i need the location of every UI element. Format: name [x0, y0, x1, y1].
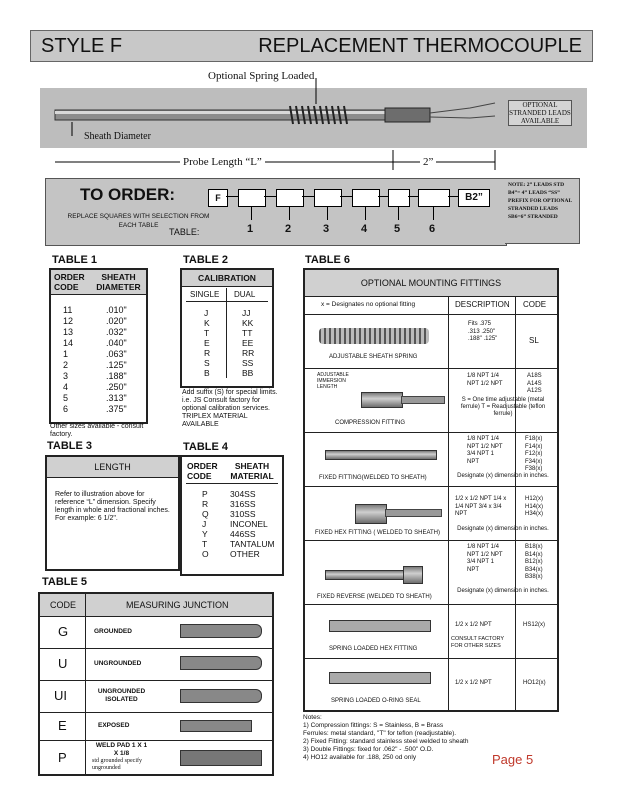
junction-grounded-illustration	[180, 624, 262, 638]
table4-h1: ORDER CODE	[187, 461, 218, 481]
table5	[38, 592, 274, 776]
order-box-3[interactable]	[314, 189, 342, 207]
table6-title: TABLE 6	[305, 254, 351, 266]
table2-head: CALIBRATION	[182, 270, 272, 287]
fitting-note-reverse: Designate (x) dimension in inches.	[457, 588, 549, 594]
order-num-4: 4	[361, 223, 368, 235]
probe-diagram	[0, 0, 621, 180]
table6	[303, 268, 559, 712]
table6-h-code: CODE	[523, 300, 547, 309]
fitting-code-fixed: F18(x) F14(x) F12(x) F34(x) F38(x)	[525, 436, 543, 472]
fitting-code-oring: HO12(x)	[523, 680, 546, 686]
table5-h2: MEASURING JUNCTION	[126, 600, 229, 610]
junction-exposed-illustration	[180, 720, 252, 732]
fitting-label-spring: ADJUSTABLE SHEATH SPRING	[329, 354, 418, 360]
table3-title: TABLE 3	[47, 440, 93, 452]
junction-desc-e: EXPOSED	[98, 722, 130, 729]
fitting-label-fixed: FIXED FITTING(WELDED TO SHEATH)	[319, 475, 427, 481]
reverse-fitting-photo	[325, 570, 405, 580]
hex-fitting-photo	[355, 504, 387, 524]
junction-desc-p: WELD PAD 1 X 1 X 1/8	[95, 742, 148, 757]
fitting-code-spring: SL	[529, 336, 539, 345]
fitting-code-reverse: B18(x) B14(x) B12(x) B34(x) B38(x)	[525, 544, 543, 580]
order-box-2[interactable]	[276, 189, 304, 207]
order-box-1[interactable]	[238, 189, 266, 207]
table1	[49, 268, 148, 424]
junction-weldpad-illustration	[180, 750, 262, 766]
order-instruction: REPLACE SQUARES WITH SELECTION FROM EACH TABLE	[67, 213, 210, 229]
junction-desc-ui: UNGROUNDED ISOLATED	[97, 688, 146, 703]
table1-h1: ORDER CODE	[54, 272, 85, 292]
table5-h1: CODE	[50, 600, 77, 610]
junction-extra-p: std grounded specify ungrounded	[92, 758, 142, 771]
order-num-5: 5	[394, 223, 401, 235]
table5-title: TABLE 5	[42, 576, 88, 588]
fitting-desc-fixed: 1/8 NPT 1/4 NPT 1/2 NPT 3/4 NPT 1 NPT	[467, 436, 503, 465]
table2-dual: JJ KK TT EE RR SS BB	[242, 308, 255, 378]
junction-code-ui: UI	[54, 688, 67, 703]
fitting-sub-compression: ADJUSTABLE IMMERSION LENGTH	[317, 372, 349, 390]
fitting-note-hex: Designate (x) dimension in inches.	[457, 526, 549, 532]
order-num-1: 1	[247, 223, 254, 235]
table1-h2: SHEATH DIAMETER	[96, 272, 141, 292]
table2-h1: SINGLE	[190, 290, 220, 299]
order-box-6[interactable]	[418, 189, 450, 207]
table1-note: Other sizes available - consult factory.	[50, 423, 144, 438]
fitting-note-fixed: Designate (x) dimension in inches.	[457, 473, 549, 479]
table6-head: OPTIONAL MOUNTING FITTINGS	[305, 270, 557, 297]
fitting-label-oring: SPRING LOADED O-RING SEAL	[331, 698, 421, 704]
style-label: STYLE F	[41, 35, 123, 57]
fitting-desc-reverse: 1/8 NPT 1/4 NPT 1/2 NPT 3/4 NPT 1 NPT	[467, 544, 503, 573]
order-box-4[interactable]	[352, 189, 380, 207]
two-inch-label: 2”	[420, 156, 436, 168]
table4-materials: 304SS 316SS 310SS INCONEL 446SS TANTALUM OTHER	[230, 489, 275, 559]
table3-head: LENGTH	[47, 457, 178, 478]
order-num-3: 3	[323, 223, 330, 235]
fitting-note-spring-hex: CONSULT FACTORY FOR OTHER SIZES	[451, 636, 504, 649]
sheath-label: Sheath Diameter	[84, 131, 151, 142]
table2-single: J K T E R S B	[204, 308, 211, 378]
probe-length-label: Probe Length “L”	[180, 156, 265, 168]
junction-code-u: U	[58, 656, 68, 671]
table3	[45, 455, 180, 571]
fitting-desc-compression: 1/8 NPT 1/4 NPT 1/2 NPT	[467, 373, 503, 387]
table6-x-note: x = Designates no optional fitting	[321, 301, 416, 308]
oring-drawing	[329, 672, 431, 684]
spring-photo	[319, 328, 429, 344]
junction-code-e: E	[58, 718, 67, 733]
table-label: TABLE:	[169, 227, 200, 237]
fitting-desc-spring-hex: 1/2 x 1/2 NPT	[455, 622, 492, 628]
fitting-label-compression: COMPRESSION FITTING	[335, 420, 406, 426]
spring-hex-drawing	[329, 620, 431, 632]
fitting-code-spring-hex: HS12(x)	[523, 622, 546, 628]
table2	[180, 268, 274, 388]
stranded-note: OPTIONAL STRANDED LEADS AVAILABLE	[509, 101, 571, 125]
fixed-fitting-photo	[325, 450, 437, 460]
fitting-code-compression: A18S A14S A12S	[527, 373, 542, 394]
page-title: REPLACEMENT THERMOCOUPLE	[258, 35, 582, 57]
table1-title: TABLE 1	[52, 254, 98, 266]
order-box-prefix: F	[208, 189, 228, 207]
table1-codes: 11 12 13 14 1 2 3 4 5 6	[63, 305, 74, 414]
junction-ungrounded-illustration	[180, 656, 262, 670]
order-num-6: 6	[429, 223, 436, 235]
order-panel	[45, 178, 507, 246]
junction-code-p: P	[58, 750, 67, 765]
table4-h2: SHEATH MATERIAL	[230, 461, 274, 481]
table4-codes: P R Q J Y T O	[202, 489, 209, 559]
table2-h2: DUAL	[234, 290, 256, 299]
spring-label: Optional Spring Loaded	[208, 70, 315, 82]
table6-notes: Notes: 1) Compression fittings: S = Stainless, B = Brass Ferrules: metal standard, "T" for teflon (readjustable). 2) Fixed Fitting: standard stainless steel welded to sheath 3) Double Fittings: fixed for .062" - .500" O.D. 4) HO12 available for .188, 250 od only	[303, 714, 469, 761]
table4-title: TABLE 4	[183, 441, 229, 453]
compression-photo	[361, 392, 403, 408]
order-note: NOTE: 2” LEADS STD B4”= 4” LEADS “SS” PREFIX FOR OPTIONAL STRANDED LEADS SB6=6” STRANDED	[505, 178, 580, 244]
fitting-label-spring-hex: SPRING LOADED HEX FITTING	[329, 646, 418, 652]
fitting-label-reverse: FIXED REVERSE (WELDED TO SHEATH)	[317, 594, 432, 600]
junction-code-g: G	[58, 624, 69, 639]
table4	[180, 455, 284, 576]
table3-text: Refer to illustration above for reference “L” dimension. Specify length in whole and fractional inches. For example: 6 1/2".	[55, 491, 170, 522]
junction-isolated-illustration	[180, 689, 262, 703]
order-box-suffix: B2”	[458, 189, 490, 207]
fitting-label-hex: FIXED HEX FITTING ( WELDED TO SHEATH)	[315, 530, 441, 536]
fitting-code-hex: H12(x) H14(x) H34(x)	[525, 496, 544, 517]
table1-diameters: .010" .020" .032" .040" .063" .125" .188" .250" .313" .375"	[106, 305, 127, 414]
table2-note: Add suffix (S) for special limits. i.e. JS Consult factory for optional calibration services. TRIPLEX MATERIAL AVAILABLE	[182, 389, 278, 428]
junction-desc-g: GROUNDED	[94, 628, 132, 635]
table6-h-desc: DESCRIPTION	[455, 300, 510, 309]
page-number: Page 5	[492, 752, 534, 767]
fitting-desc-hex: 1/2 x 1/2 NPT 1/4 x 1/4 NPT 3/4 x 3/4 NPT	[455, 496, 507, 517]
fitting-desc-spring: Fits .375 .313 .250" .188" .125"	[468, 321, 498, 342]
table2-title: TABLE 2	[183, 254, 229, 266]
order-num-2: 2	[285, 223, 292, 235]
fitting-note-compression: S = One time adjustable (metal ferrule) T = Readjustable (teflon ferrule)	[460, 397, 546, 417]
fitting-desc-oring: 1/2 x 1/2 NPT	[455, 680, 492, 686]
junction-desc-u: UNGROUNDED	[94, 660, 142, 667]
order-title: TO ORDER:	[80, 185, 176, 204]
transition-fitting	[385, 108, 430, 122]
order-box-5[interactable]	[388, 189, 410, 207]
